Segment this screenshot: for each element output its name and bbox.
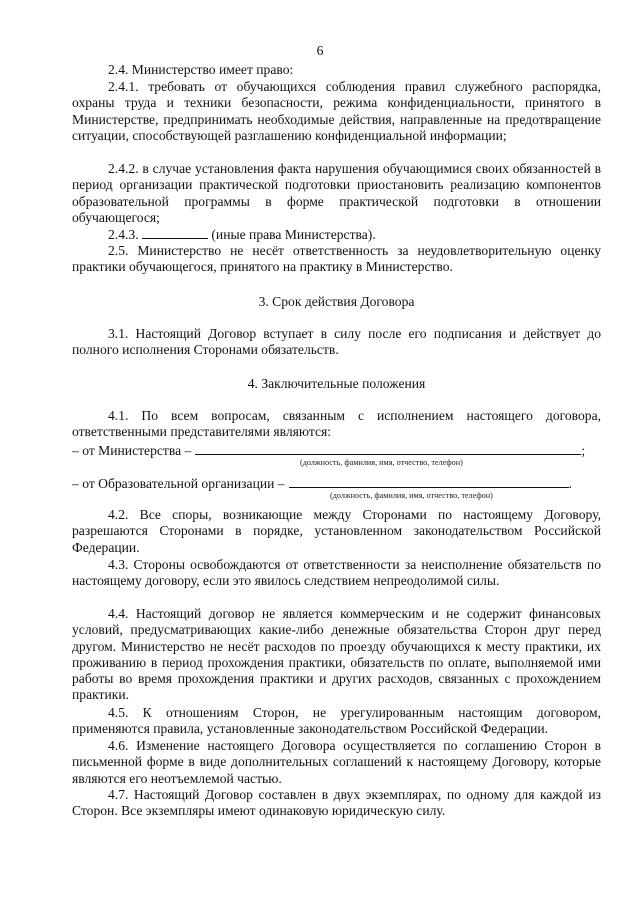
- clause-3-1: 3.1. Настоящий Договор вступает в силу после его подписания и действует до полного исполнения Сторонами обязательств.: [72, 326, 601, 358]
- clause-2-4-3-text: (иные права Министерства).: [211, 227, 376, 242]
- clause-2-4-3-number: 2.4.3.: [108, 227, 139, 242]
- organization-representative-field: [72, 475, 601, 492]
- ministry-representative-label: – от Министерства –: [72, 443, 192, 458]
- organization-representative-end: .: [568, 476, 573, 491]
- ministry-representative-field: [72, 442, 601, 459]
- organization-representative-line: [289, 475, 569, 488]
- organization-representative-caption: (должность, фамилия, имя, отчество, телефон): [330, 491, 493, 500]
- ministry-representative-end: ;: [581, 443, 586, 458]
- clause-4-5: 4.5. К отношениям Сторон, не урегулированным настоящим договором, применяются правила, установленные законодательством Российской Федерации.: [72, 705, 601, 737]
- organization-representative-label: – от Образовательной организации –: [72, 476, 285, 491]
- clause-4-3: 4.3. Стороны освобождаются от ответственности за неисполнение обязательств по настоящему договору, если это явилось следствием непреодолимой силы.: [72, 557, 601, 589]
- section-4-heading: 4. Заключительные положения: [247, 376, 426, 391]
- clause-2-4-3: [72, 226, 601, 243]
- clause-2-5: 2.5. Министерство не несёт ответственность за неудовлетворительную оценку практики обучающегося, принятого на практику в Министерство.: [72, 243, 601, 275]
- clause-4-4: 4.4. Настоящий договор не является коммерческим и не содержит финансовых условий, предусматривающих какие-либо денежные обязательства Сторон друг перед другом. Министерство не несёт расходов по проезду обучающихся к месту практики, их проживанию в период прохождения практики, обязательств по оплате, выполняемой ими работы во время прохождения практики и других расходов, связанных с прохождением практики.: [72, 606, 601, 703]
- clause-4-1: 4.1. По всем вопросам, связанным с исполнением настоящего договора, ответственными представителями являются:: [72, 408, 601, 440]
- clause-2-4-1: 2.4.1. требовать от обучающихся соблюдения правил служебного распорядка, охраны труда и техники безопасности, режима конфиденциальности, принятого в Министерстве, предпринимать необходимые действия, направленные на предотвращение ситуации, способствующей разглашению конфиденциальной информации;: [72, 79, 601, 143]
- section-3-heading: 3. Срок действия Договора: [258, 294, 415, 309]
- clause-2-4-3-blank: [142, 226, 208, 239]
- clause-4-6: 4.6. Изменение настоящего Договора осуществляется по соглашению Сторон в письменной форме в виде дополнительных соглашений к настоящему Договору, которые являются его неотъемлемой частью.: [72, 738, 601, 786]
- page-number: 6: [316, 43, 324, 58]
- clause-2-4-2: 2.4.2. в случае установления факта нарушения обучающимися своих обязанностей в период организации практической подготовки приостановить реализацию компонентов образовательной программы в форме практической подготовки в отношении обучающегося;: [72, 161, 601, 225]
- ministry-representative-caption: (должность, фамилия, имя, отчество, телефон): [300, 458, 463, 467]
- clause-4-7: 4.7. Настоящий Договор составлен в двух экземплярах, по одному для каждой из Сторон. Все экземпляры имеют одинаковую юридическую силу.: [72, 787, 601, 819]
- ministry-representative-line: [195, 442, 581, 455]
- clause-2-4: 2.4. Министерство имеет право:: [108, 62, 294, 77]
- clause-4-2: 4.2. Все споры, возникающие между Сторонами по настоящему Договору, разрешаются Сторонами в порядке, установленном законодательством Российской Федерации.: [72, 507, 601, 555]
